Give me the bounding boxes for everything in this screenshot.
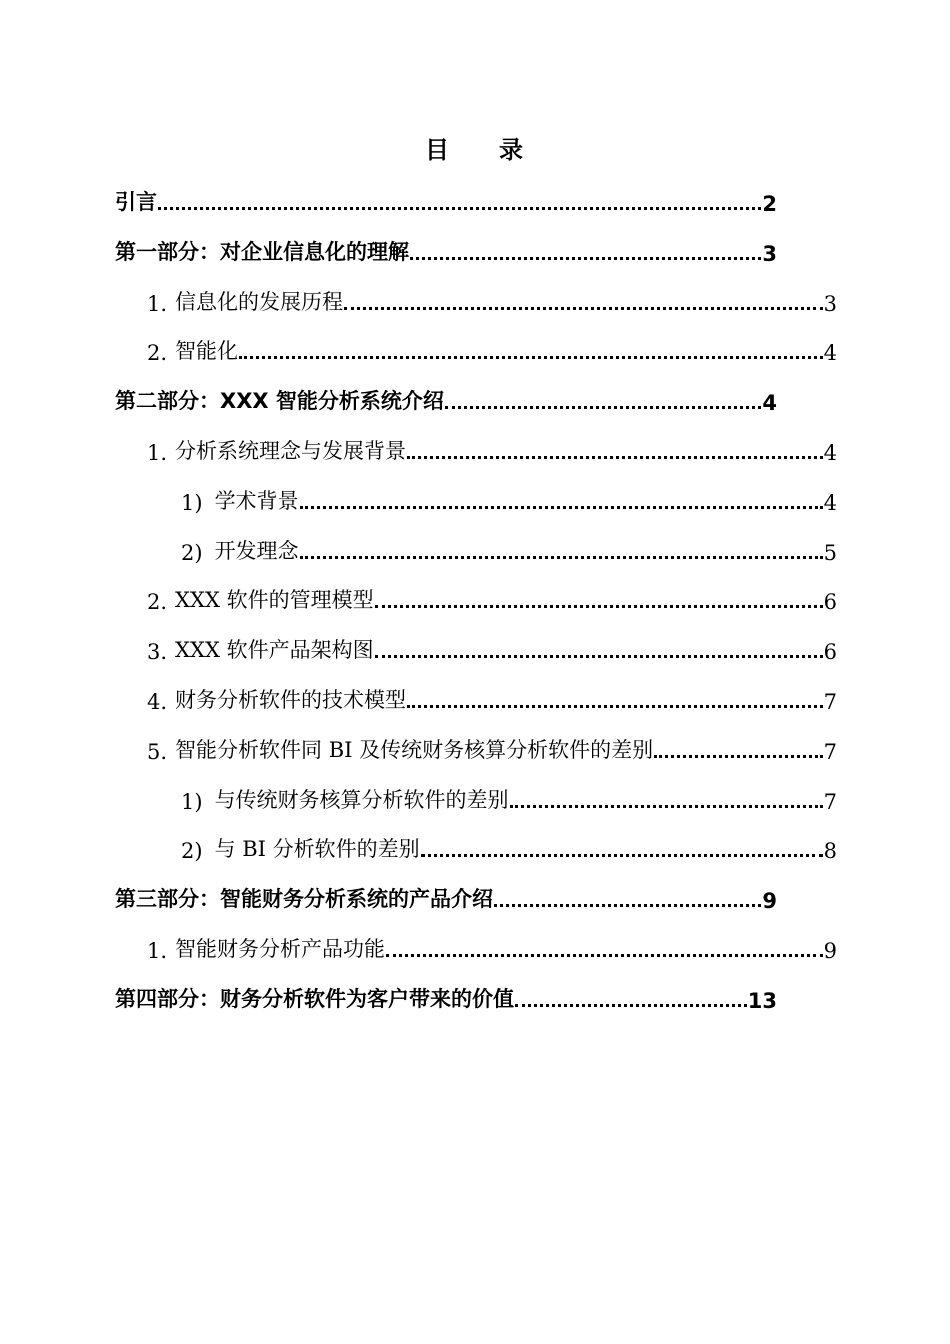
toc-entry-page: 6	[823, 590, 837, 614]
toc-entry-number: 2)	[181, 839, 203, 863]
toc-entry-number: 5.	[147, 740, 168, 764]
toc-entry-number: 4.	[147, 690, 168, 714]
dot-leader	[410, 257, 761, 260]
toc-entry-page: 8	[823, 839, 837, 863]
toc-entry-page: 5	[823, 541, 837, 565]
toc-entry[interactable]	[115, 180, 777, 216]
toc-entry-label: 分析系统理念与发展背景	[175, 439, 407, 463]
toc-entry[interactable]	[147, 429, 837, 465]
toc-entry-label: 智能分析软件同 BI 及传统财务核算分析软件的差别	[175, 738, 654, 762]
dot-leader	[344, 307, 823, 310]
toc-entry-page: 4	[762, 391, 777, 415]
toc-entry-page: 9	[762, 889, 777, 913]
toc-entry-label: 与传统财务核算分析软件的差别	[214, 788, 509, 812]
title-char-left: 目	[425, 136, 451, 164]
toc-entry-page: 9	[823, 939, 837, 963]
dot-leader	[300, 506, 823, 509]
toc-entry-label: 第一部分：对企业信息化的理解	[115, 240, 409, 264]
toc-entry-page: 6	[823, 640, 837, 664]
dot-leader	[421, 854, 823, 857]
toc-entry-number: 1)	[181, 491, 203, 515]
toc-entry-label: 学术背景	[214, 489, 299, 513]
toc-entry[interactable]	[147, 329, 837, 365]
toc-entry[interactable]	[115, 977, 777, 1013]
toc-entry-number: 2.	[147, 341, 168, 365]
dot-leader	[300, 556, 823, 559]
dot-leader	[386, 954, 823, 957]
toc-entry-label: 智能财务分析产品功能	[175, 937, 386, 961]
toc-entry-number: 1.	[147, 441, 168, 465]
toc-entry[interactable]	[147, 728, 837, 764]
toc-entry-label: XXX 软件的管理模型	[175, 588, 374, 612]
toc-entry[interactable]	[181, 827, 837, 863]
toc-entry-number: 3.	[147, 640, 168, 664]
toc-entry[interactable]	[181, 479, 837, 515]
toc-entry-page: 4	[823, 441, 837, 465]
toc-entry-page: 3	[762, 242, 777, 266]
toc-entry[interactable]	[147, 280, 837, 316]
toc-entry-page: 4	[823, 491, 837, 515]
toc-entry[interactable]	[147, 578, 837, 614]
dot-leader	[375, 605, 823, 608]
toc-entry-label: 智能化	[175, 339, 239, 363]
dot-leader	[375, 655, 823, 658]
toc-entry-number: 2.	[147, 590, 168, 614]
toc-entry-page: 13	[747, 989, 777, 1013]
toc-entry-page: 3	[823, 292, 837, 316]
toc-entry-page: 4	[823, 341, 837, 365]
dot-leader	[515, 1004, 747, 1007]
toc-entry-label: 第四部分：财务分析软件为客户带来的价值	[115, 987, 514, 1011]
toc-entry[interactable]	[147, 628, 837, 664]
dot-leader	[445, 406, 761, 409]
dot-leader	[407, 705, 823, 708]
toc-entry-label: 财务分析软件的技术模型	[175, 688, 407, 712]
toc-entry-label: 引言	[115, 190, 157, 214]
toc-entry-label: 与 BI 分析软件的差别	[214, 837, 420, 861]
toc-entry-page: 7	[823, 790, 837, 814]
toc-entry-label: 第二部分：XXX 智能分析系统介绍	[115, 389, 444, 413]
dot-leader	[654, 755, 823, 758]
toc-entry-label: 开发理念	[214, 539, 299, 563]
toc-entry[interactable]	[147, 678, 837, 714]
toc-entry-number: 1.	[147, 292, 168, 316]
toc-entry[interactable]	[181, 778, 837, 814]
toc-entry-number: 1)	[181, 790, 203, 814]
toc-entry-page: 7	[823, 690, 837, 714]
dot-leader	[239, 356, 823, 359]
toc-entry[interactable]	[115, 877, 777, 913]
dot-leader	[494, 904, 761, 907]
toc-entry-label: XXX 软件产品架构图	[175, 638, 374, 662]
toc-entry-number: 2)	[181, 541, 203, 565]
dot-leader	[158, 207, 761, 210]
toc-entry-number: 1.	[147, 939, 168, 963]
toc-entry-label: 第三部分：智能财务分析系统的产品介绍	[115, 887, 493, 911]
toc-entry-page: 7	[823, 740, 837, 764]
toc-entry[interactable]	[147, 927, 837, 963]
toc-entry[interactable]	[115, 230, 777, 266]
title-char-right: 录	[499, 136, 525, 164]
toc-entry[interactable]	[115, 379, 777, 415]
toc-entry[interactable]	[181, 529, 837, 565]
dot-leader	[407, 456, 823, 459]
toc-entry-page: 2	[762, 192, 777, 216]
toc-entry-label: 信息化的发展历程	[175, 290, 344, 314]
dot-leader	[510, 805, 823, 808]
